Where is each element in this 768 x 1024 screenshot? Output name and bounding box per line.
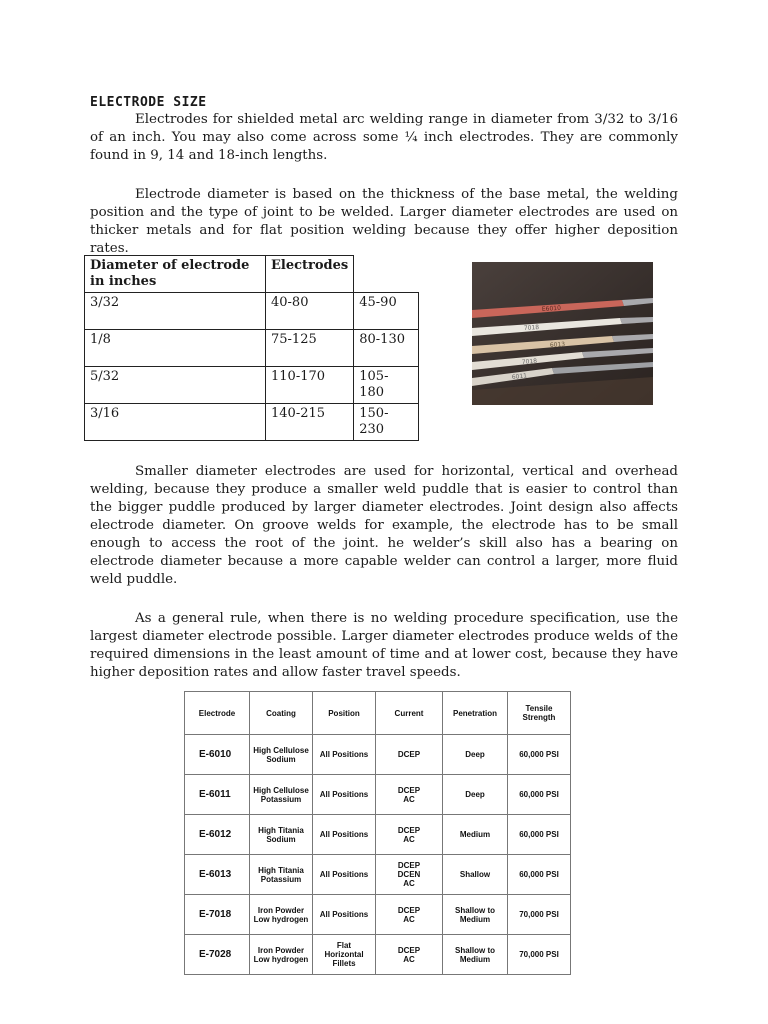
table-header-cell: Diameter of electrode in inches <box>85 256 266 293</box>
rod-label: 6011 <box>511 372 528 381</box>
table-cell: Medium <box>443 815 508 855</box>
table-cell: 1/8 <box>85 330 266 367</box>
table-header-row <box>85 256 419 293</box>
table-cell: 3/32 <box>85 293 266 330</box>
table-row <box>185 935 571 975</box>
table-cell: Iron Powder Low hydrogen <box>250 935 313 975</box>
table-cell: 70,000 PSI <box>508 895 571 935</box>
table-cell: Deep <box>443 735 508 775</box>
table-cell: E-6010 <box>185 735 250 775</box>
table-cell: E-7018 <box>185 895 250 935</box>
table-cell: E-6011 <box>185 775 250 815</box>
table-cell: All Positions <box>313 815 376 855</box>
table-header-cell: Coating <box>250 692 313 735</box>
paragraph-1: Electrodes for shielded metal arc welding range in diameter from 3/32 to 3/16 of an inch. You may also come across some ¼ inch electrodes. They are commonly found in 9, 14 and 18-inch lengths. <box>90 112 678 163</box>
table-cell: 40-80 <box>266 293 354 330</box>
table-cell: 45-90 <box>354 293 419 330</box>
table-cell: High Titania Sodium <box>250 815 313 855</box>
paragraph-2: Electrode diameter is based on the thickness of the base metal, the welding position and the type of joint to be welded. Larger diameter electrodes are used on thicker metals and for flat position welding because they offer higher deposition rates. <box>90 187 678 256</box>
table-cell: 5/32 <box>85 367 266 404</box>
table-cell: 60,000 PSI <box>508 775 571 815</box>
table-row <box>85 367 419 404</box>
table-cell: 60,000 PSI <box>508 855 571 895</box>
electrodes-photo <box>472 262 653 405</box>
table-cell: Shallow to Medium <box>443 935 508 975</box>
table-header-cell: Electrode <box>185 692 250 735</box>
table-cell: High Titania Potassium <box>250 855 313 895</box>
table-header-cell: Tensile Strength <box>508 692 571 735</box>
electrode-rods-illustration <box>472 262 653 405</box>
table-cell: 75-125 <box>266 330 354 367</box>
table-cell: DCEP DCEN AC <box>376 855 443 895</box>
electrode-spec-table <box>184 691 571 975</box>
table-row <box>185 735 571 775</box>
table-row <box>185 855 571 895</box>
table-cell: Flat Horizontal Fillets <box>313 935 376 975</box>
table-cell: All Positions <box>313 775 376 815</box>
table-row <box>185 775 571 815</box>
table-cell: DCEP AC <box>376 895 443 935</box>
rod-label: 7018 <box>521 357 538 366</box>
rod-label: 6013 <box>549 340 566 349</box>
table-cell: E-6013 <box>185 855 250 895</box>
table-cell: E-6012 <box>185 815 250 855</box>
table-row <box>185 815 571 855</box>
table-cell: High Cellulose Potassium <box>250 775 313 815</box>
paragraph-4: As a general rule, when there is no welding procedure specification, use the largest diameter electrode possible. Larger diameter electrodes produce welds of the required dimensions in the least amount of time and at lower cost, because they have higher deposition rates and allow faster travel speeds. <box>90 611 678 680</box>
table-cell: Deep <box>443 775 508 815</box>
table-header-cell: Position <box>313 692 376 735</box>
table-header-row <box>185 692 571 735</box>
table-header-cell: Penetration <box>443 692 508 735</box>
table-header-cell <box>354 256 419 293</box>
table-header-cell: Electrodes <box>266 256 354 293</box>
table-row <box>85 330 419 367</box>
table-cell: Shallow <box>443 855 508 895</box>
table-cell: 60,000 PSI <box>508 735 571 775</box>
table-cell: 105-180 <box>354 367 419 404</box>
table-row <box>85 293 419 330</box>
table-cell: DCEP AC <box>376 935 443 975</box>
table-cell: 140-215 <box>266 404 354 441</box>
table-row <box>85 404 419 441</box>
table-cell: E-7028 <box>185 935 250 975</box>
table-cell: Iron Powder Low hydrogen <box>250 895 313 935</box>
table-cell: 60,000 PSI <box>508 815 571 855</box>
table-cell: DCEP AC <box>376 815 443 855</box>
table-cell: All Positions <box>313 895 376 935</box>
table-cell: 110-170 <box>266 367 354 404</box>
table-cell: 3/16 <box>85 404 266 441</box>
table-cell: Shallow to Medium <box>443 895 508 935</box>
section-heading: ELECTRODE SIZE <box>90 95 207 110</box>
table-row <box>185 895 571 935</box>
table-header-cell: Current <box>376 692 443 735</box>
table-cell: All Positions <box>313 735 376 775</box>
table-cell: DCEP AC <box>376 775 443 815</box>
table-cell: 150-230 <box>354 404 419 441</box>
table-cell: High Cellulose Sodium <box>250 735 313 775</box>
electrode-size-table <box>84 255 419 441</box>
rod-label: 7018 <box>523 323 540 332</box>
table-cell: DCEP <box>376 735 443 775</box>
table-cell: 70,000 PSI <box>508 935 571 975</box>
table-cell: 80-130 <box>354 330 419 367</box>
table-cell: All Positions <box>313 855 376 895</box>
rod-label: E6010 <box>541 304 562 313</box>
paragraph-3: Smaller diameter electrodes are used for horizontal, vertical and overhead welding, because they produce a smaller weld puddle that is easier to control than the bigger puddle produced by larger diameter electrodes. Joint design also affects electrode diameter. On groove welds for example, the electrode has to be small enough to access the root of the joint. he welder’s skill also has a bearing on electrode diameter because a more capable welder can control a larger, more fluid weld puddle. <box>90 464 678 587</box>
